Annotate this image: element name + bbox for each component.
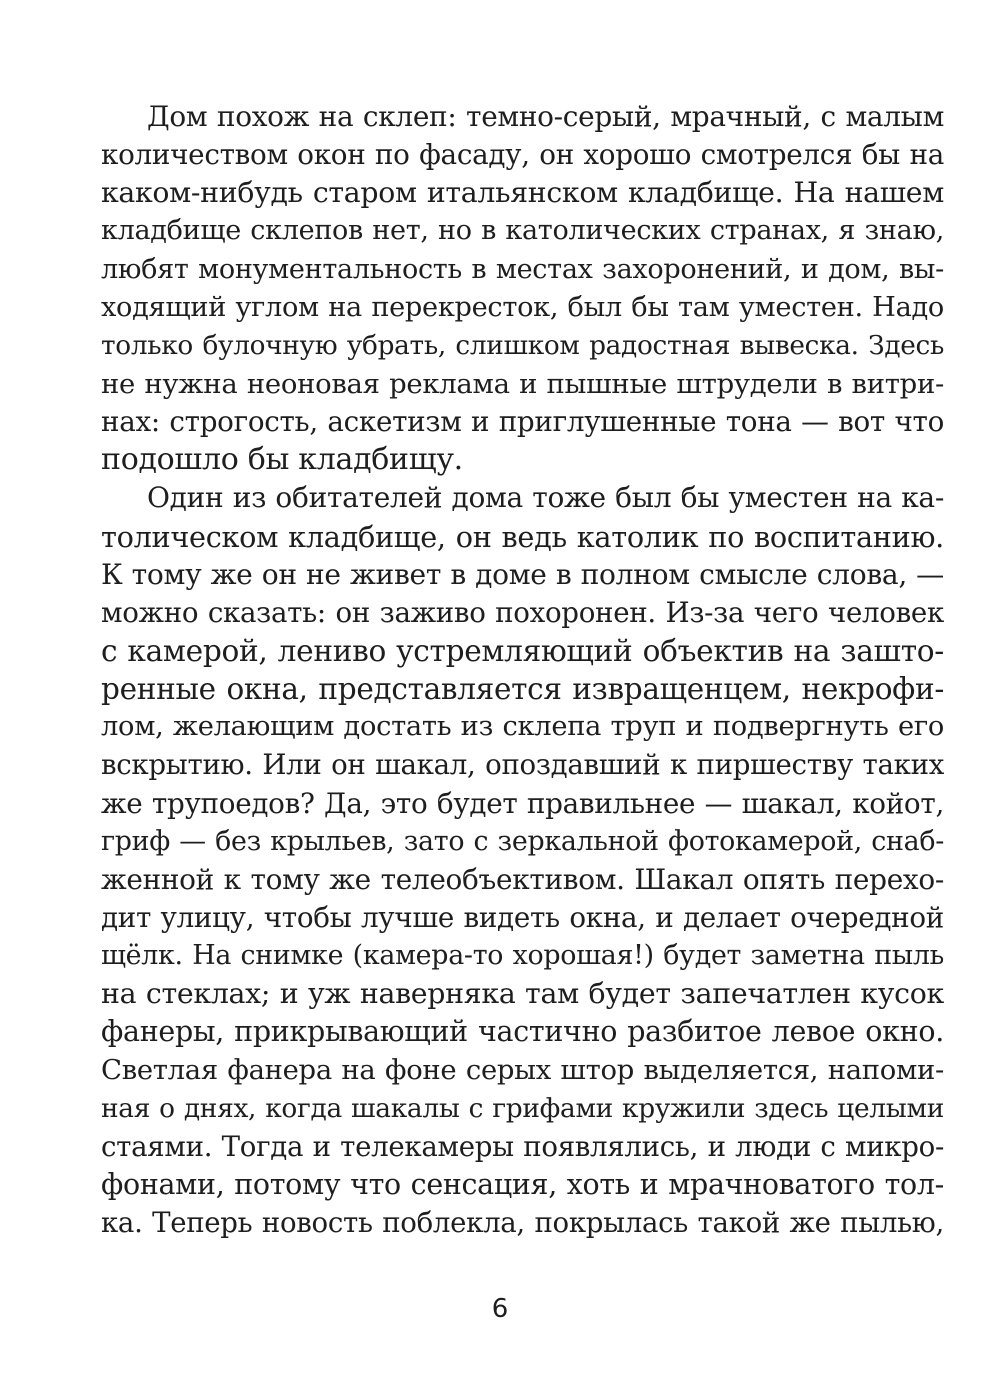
text-line: нах: строгость, аскетизм и приглушенные тона — вот что (101, 405, 944, 439)
text-line: каком-нибудь старом итальянском кладбище. На нашем (101, 176, 944, 210)
text-line: дит улицу, чтобы лучше видеть окна, и делает очередной (101, 900, 944, 934)
text-line: ходящий углом на перекресток, был бы там уместен. Надо (101, 291, 944, 323)
text-line: К тому же он не живет в доме в полном смысле слова, — (101, 557, 944, 591)
text-line: щёлк. На снимке (камера-то хорошая!) будет заметна пыль (101, 940, 944, 972)
text-line: ренные окна, представляется извращенцем, некрофи- (101, 672, 944, 707)
text-line: только булочную убрать, слишком радостная вывеска. Здесь (101, 330, 944, 361)
text-line: Светлая фанера на фоне серых штор выделяется, напоми- (101, 1054, 944, 1086)
text-line: стаями. Тогда и телекамеры появлялись, и люди с микро- (101, 1129, 944, 1163)
text-line: можно сказать: он заживо похоронен. Из-за чего человек (101, 595, 944, 629)
text-line: кладбище склепов нет, но в католических странах, я знаю, (101, 215, 944, 247)
text-line: с камерой, лениво устремляющий объектив на зашто- (101, 633, 944, 668)
text-line: гриф — без крыльев, зато с зеркальной фотокамерой, снаб- (101, 825, 944, 857)
paragraph-2 (101, 479, 944, 1242)
text-line: фонами, потому что сенсация, хоть и мрачноватого тол- (101, 1167, 944, 1201)
text-line: не нужна неоновая реклама и пышные штрудели в витри- (101, 367, 944, 400)
text-line: подошло бы кладбищу. (101, 442, 463, 478)
text-line: вскрытию. Или он шакал, опоздавший к пиршеству таких (101, 748, 944, 782)
text-line: лом, желающим достать из склепа труп и подвергнуть его (101, 711, 944, 743)
page-number: 6 (491, 1294, 509, 1324)
text-line: фанеры, прикрывающий частично разбитое левое окно. (101, 1015, 944, 1049)
text-line: количеством окон по фасаду, он хорошо смотрелся бы на (101, 138, 944, 172)
text-line: Один из обитателей дома тоже был бы уместен на ка- (147, 481, 944, 515)
text-line: любят монументальность в местах захоронений, и дом, вы- (101, 253, 944, 285)
body-text (101, 98, 944, 1242)
text-line: ка. Теперь новость поблекла, покрылась такой же пылью, (101, 1206, 944, 1240)
text-line: толическом кладбище, он ведь католик по воспитанию. (101, 519, 944, 554)
text-line: на стеклах; и уж наверняка там будет запечатлен кусок (101, 977, 944, 1011)
paragraph-1 (101, 98, 944, 479)
text-line: женной к тому же телеобъективом. Шакал опять перехо- (101, 862, 944, 896)
text-line: же трупоедов? Да, это будет правильнее — шакал, койот, (101, 786, 944, 820)
text-line: Дом похож на склеп: темно-серый, мрачный, с малым (147, 100, 944, 133)
text-line: ная о днях, когда шакалы с грифами кружили здесь целыми (101, 1092, 944, 1124)
